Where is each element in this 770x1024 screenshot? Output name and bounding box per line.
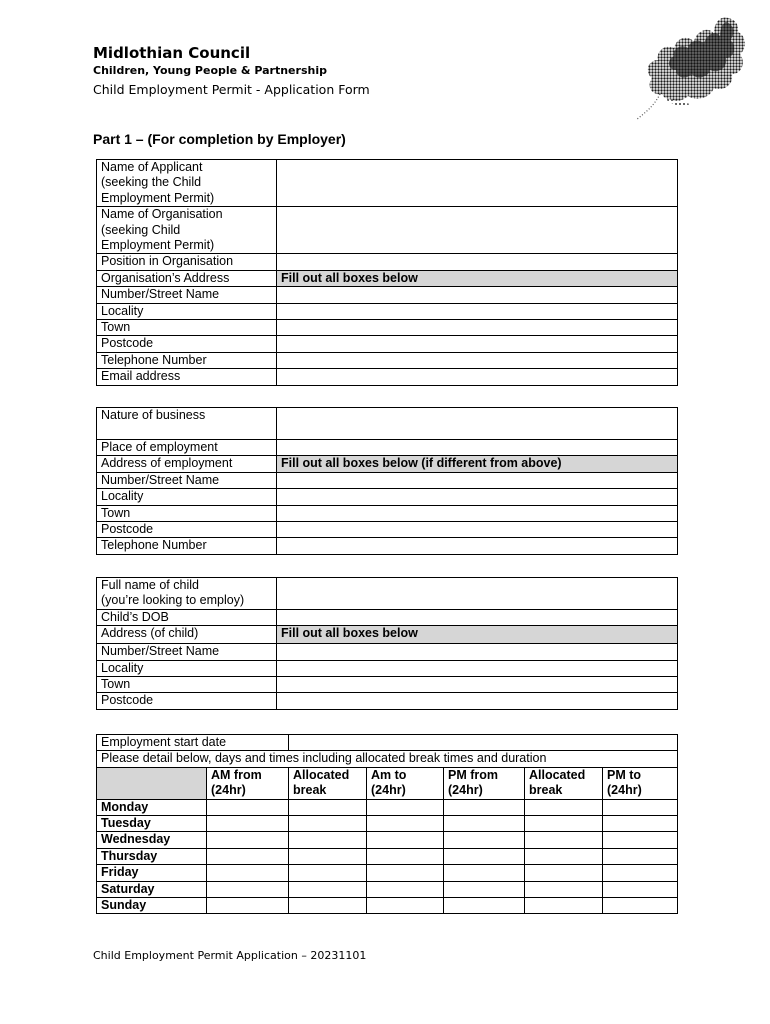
- table-row: [97, 472, 678, 488]
- locality-field[interactable]: [277, 303, 678, 319]
- table-row: [97, 207, 678, 254]
- applicant-name-field[interactable]: [277, 160, 678, 207]
- time-field[interactable]: [367, 832, 444, 848]
- table-row: [97, 693, 678, 709]
- time-field[interactable]: [207, 816, 289, 832]
- locality-label: Locality: [97, 660, 277, 676]
- position-field[interactable]: [277, 254, 678, 270]
- telephone-field[interactable]: [277, 538, 678, 554]
- email-label: Email address: [97, 369, 277, 385]
- time-field[interactable]: [603, 848, 678, 864]
- day-label: Thursday: [97, 848, 207, 864]
- nature-of-business-label: Nature of business: [97, 408, 277, 440]
- time-field[interactable]: [289, 799, 367, 815]
- table-row: [97, 369, 678, 385]
- street-label: Number/Street Name: [97, 472, 277, 488]
- time-field[interactable]: [289, 832, 367, 848]
- time-field[interactable]: [207, 799, 289, 815]
- email-field[interactable]: [277, 369, 678, 385]
- applicant-name-label: Name of Applicant (seeking the Child Employment Permit): [97, 160, 277, 207]
- employment-address-note: Fill out all boxes below (if different from above): [277, 456, 678, 472]
- street-label: Number/Street Name: [97, 287, 277, 303]
- org-address-note: Fill out all boxes below: [277, 270, 678, 286]
- time-field[interactable]: [207, 832, 289, 848]
- time-field[interactable]: [367, 898, 444, 914]
- table-row: [97, 287, 678, 303]
- time-field[interactable]: [207, 881, 289, 897]
- table-row: [97, 578, 678, 610]
- time-field[interactable]: [525, 848, 603, 864]
- time-field[interactable]: [367, 848, 444, 864]
- organisation-name: Midlothian Council: [93, 44, 251, 62]
- oak-leaf-logo-icon: [630, 14, 750, 129]
- column-header: Allocated break: [289, 767, 367, 799]
- time-field[interactable]: [367, 816, 444, 832]
- locality-field[interactable]: [277, 660, 678, 676]
- day-label: Wednesday: [97, 832, 207, 848]
- department-name: Children, Young People & Partnership: [93, 64, 327, 77]
- schedule-table: [96, 734, 678, 914]
- time-field[interactable]: [525, 832, 603, 848]
- column-header: PM from (24hr): [444, 767, 525, 799]
- column-header: AM from (24hr): [207, 767, 289, 799]
- table-row: [97, 538, 678, 554]
- time-field[interactable]: [207, 848, 289, 864]
- time-field[interactable]: [603, 898, 678, 914]
- town-field[interactable]: [277, 677, 678, 693]
- time-field[interactable]: [289, 848, 367, 864]
- table-row: [97, 848, 678, 864]
- postcode-field[interactable]: [277, 522, 678, 538]
- day-label: Monday: [97, 799, 207, 815]
- town-field[interactable]: [277, 320, 678, 336]
- child-details-table: [96, 577, 678, 710]
- table-row: [97, 644, 678, 660]
- time-field[interactable]: [444, 881, 525, 897]
- table-row: [97, 303, 678, 319]
- table-row: [97, 816, 678, 832]
- postcode-label: Postcode: [97, 522, 277, 538]
- day-label: Friday: [97, 865, 207, 881]
- locality-field[interactable]: [277, 489, 678, 505]
- table-row: [97, 270, 678, 286]
- time-field[interactable]: [603, 816, 678, 832]
- table-row: [97, 898, 678, 914]
- corner-cell: [97, 767, 207, 799]
- table-row: [97, 320, 678, 336]
- table-row: [97, 799, 678, 815]
- column-header: Allocated break: [525, 767, 603, 799]
- town-field[interactable]: [277, 505, 678, 521]
- time-field[interactable]: [289, 881, 367, 897]
- schedule-instruction: Please detail below, days and times including allocated break times and duration: [97, 751, 678, 767]
- table-row: [97, 254, 678, 270]
- child-address-note: Fill out all boxes below: [277, 626, 678, 644]
- time-field[interactable]: [603, 865, 678, 881]
- locality-label: Locality: [97, 303, 277, 319]
- organisation-name-label: Name of Organisation (seeking Child Employment Permit): [97, 207, 277, 254]
- table-row: [97, 865, 678, 881]
- telephone-label: Telephone Number: [97, 352, 277, 368]
- street-field[interactable]: [277, 644, 678, 660]
- nature-of-business-field[interactable]: [277, 408, 678, 440]
- time-field[interactable]: [207, 898, 289, 914]
- street-field[interactable]: [277, 287, 678, 303]
- time-field[interactable]: [444, 898, 525, 914]
- start-date-field[interactable]: [289, 735, 678, 751]
- table-row: [97, 408, 678, 440]
- time-field[interactable]: [525, 881, 603, 897]
- time-field[interactable]: [207, 865, 289, 881]
- town-label: Town: [97, 505, 277, 521]
- day-label: Saturday: [97, 881, 207, 897]
- form-title: Child Employment Permit - Application Form: [93, 82, 370, 97]
- locality-label: Locality: [97, 489, 277, 505]
- time-field[interactable]: [444, 848, 525, 864]
- column-header: Am to (24hr): [367, 767, 444, 799]
- employer-details-table: [96, 159, 678, 386]
- child-dob-label: Child’s DOB: [97, 609, 277, 625]
- child-dob-field[interactable]: [277, 609, 678, 625]
- town-label: Town: [97, 677, 277, 693]
- table-row: [97, 489, 678, 505]
- town-label: Town: [97, 320, 277, 336]
- street-field[interactable]: [277, 472, 678, 488]
- table-row: [97, 626, 678, 644]
- time-field[interactable]: [289, 816, 367, 832]
- table-row: [97, 660, 678, 676]
- document-header: [93, 44, 370, 100]
- employment-address-label: Address of employment: [97, 456, 277, 472]
- time-field[interactable]: [525, 865, 603, 881]
- table-row: [97, 505, 678, 521]
- time-field[interactable]: [444, 816, 525, 832]
- time-field[interactable]: [289, 898, 367, 914]
- table-row: [97, 160, 678, 207]
- org-address-label: Organisation’s Address: [97, 270, 277, 286]
- time-field[interactable]: [444, 832, 525, 848]
- time-field[interactable]: [525, 799, 603, 815]
- place-of-employment-field[interactable]: [277, 440, 678, 456]
- table-row: [97, 677, 678, 693]
- time-field[interactable]: [603, 881, 678, 897]
- time-field[interactable]: [525, 898, 603, 914]
- table-row: [97, 522, 678, 538]
- table-row: [97, 751, 678, 767]
- column-header: PM to (24hr): [603, 767, 678, 799]
- table-row: [97, 735, 678, 751]
- page-footer: Child Employment Permit Application – 20231101: [93, 949, 367, 962]
- postcode-label: Postcode: [97, 336, 277, 352]
- table-row: [97, 881, 678, 897]
- part-1-title: Part 1 – (For completion by Employer): [93, 131, 346, 147]
- time-field[interactable]: [367, 881, 444, 897]
- time-field[interactable]: [603, 832, 678, 848]
- child-name-label: Full name of child (you’re looking to employ): [97, 578, 277, 610]
- telephone-label: Telephone Number: [97, 538, 277, 554]
- position-label: Position in Organisation: [97, 254, 277, 270]
- street-label: Number/Street Name: [97, 644, 277, 660]
- time-field[interactable]: [289, 865, 367, 881]
- table-row: [97, 609, 678, 625]
- time-field[interactable]: [525, 816, 603, 832]
- time-field[interactable]: [603, 799, 678, 815]
- table-header-row: [97, 767, 678, 799]
- table-row: [97, 440, 678, 456]
- child-name-field[interactable]: [277, 578, 678, 610]
- business-details-table: [96, 407, 678, 555]
- postcode-field[interactable]: [277, 693, 678, 709]
- child-address-label: Address (of child): [97, 626, 277, 644]
- table-row: [97, 352, 678, 368]
- postcode-label: Postcode: [97, 693, 277, 709]
- place-of-employment-label: Place of employment: [97, 440, 277, 456]
- day-label: Tuesday: [97, 816, 207, 832]
- time-field[interactable]: [367, 799, 444, 815]
- day-label: Sunday: [97, 898, 207, 914]
- time-field[interactable]: [444, 799, 525, 815]
- table-row: [97, 832, 678, 848]
- time-field[interactable]: [444, 865, 525, 881]
- time-field[interactable]: [367, 865, 444, 881]
- postcode-field[interactable]: [277, 336, 678, 352]
- table-row: [97, 336, 678, 352]
- table-row: [97, 456, 678, 472]
- organisation-name-field[interactable]: [277, 207, 678, 254]
- start-date-label: Employment start date: [97, 735, 289, 751]
- telephone-field[interactable]: [277, 352, 678, 368]
